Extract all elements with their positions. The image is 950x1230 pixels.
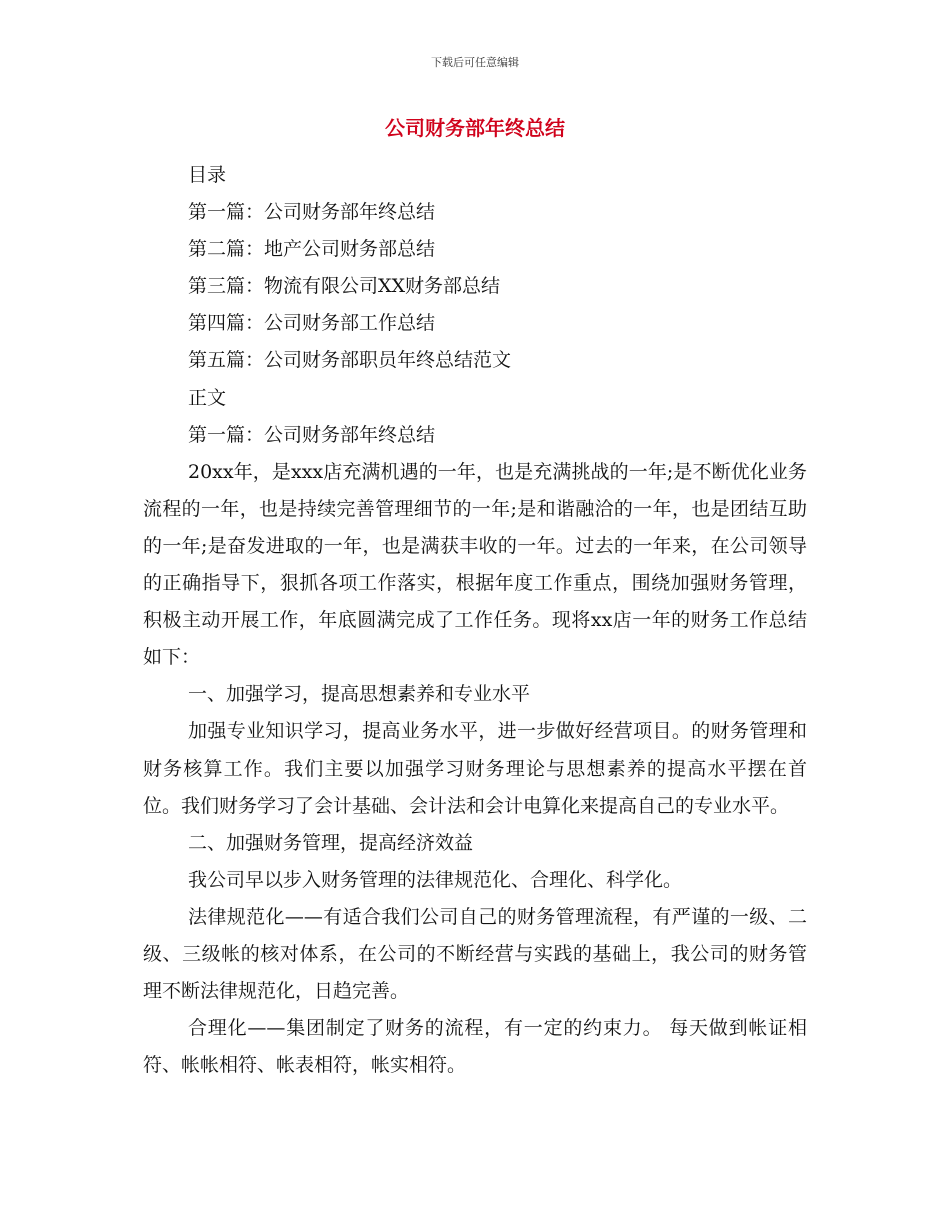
paragraph-section2-legal: 法律规范化——有适合我们公司自己的财务管理流程，有严谨的一级、二级、三级帐的核对体系，在公司的不断经营与实践的基础上，我公司的财务管理不断法律规范化，日趋完善。 — [143, 905, 807, 1003]
toc-heading: 目录 — [188, 164, 227, 186]
toc-item: 第一篇：公司财务部年终总结 — [188, 201, 436, 224]
toc-item: 第三篇：物流有限公司XX财务部总结 — [188, 275, 501, 298]
toc-item: 第五篇：公司财务部职员年终总结范文 — [188, 349, 512, 372]
paragraph-section2-reasonable: 合理化——集团制定了财务的流程，有一定的约束力。 每天做到帐证相符、帐帐相符、帐表相符，帐实相符。 — [143, 1017, 807, 1077]
document-title: 公司财务部年终总结 — [385, 116, 565, 140]
paragraph-section2-intro: 我公司早以步入财务管理的法律规范化、合理化、科学化。 — [188, 868, 683, 891]
chapter-title: 第一篇：公司财务部年终总结 — [188, 423, 436, 446]
page-header-note: 下载后可任意编辑 — [431, 56, 519, 69]
toc-item: 第四篇：公司财务部工作总结 — [188, 312, 436, 335]
section-heading: 一、加强学习，提高思想素养和专业水平 — [188, 683, 531, 706]
paragraph-section1: 加强专业知识学习，提高业务水平，进一步做好经营项目。的财务管理和财务核算工作。我们主要以加强学习财务理论与思想素养的提高水平摆在首位。我们财务学习了会计基础、会计法和会计电算化来提高自己的专业水平。 — [143, 720, 807, 817]
paragraph-intro: 20xx年，是xxx店充满机遇的一年，也是充满挑战的一年;是不断优化业务流程的一年，也是持续完善管理细节的一年;是和谐融洽的一年，也是团结互助的一年;是奋发进取的一年，也是满获丰收的一年。过去的一年来，在公司领导的正确指导下，狠抓各项工作落实，根据年度工作重点，围绕加强财务管理，积极主动开展工作，年底圆满完成了工作任务。现将xx店一年的财务工作总结如下： — [143, 460, 807, 669]
body-heading: 正文 — [188, 386, 227, 409]
toc-item: 第二篇：地产公司财务部总结 — [188, 238, 436, 261]
document-body — [143, 157, 807, 1084]
section-heading: 二、加强财务管理，提高经济效益 — [188, 831, 474, 854]
